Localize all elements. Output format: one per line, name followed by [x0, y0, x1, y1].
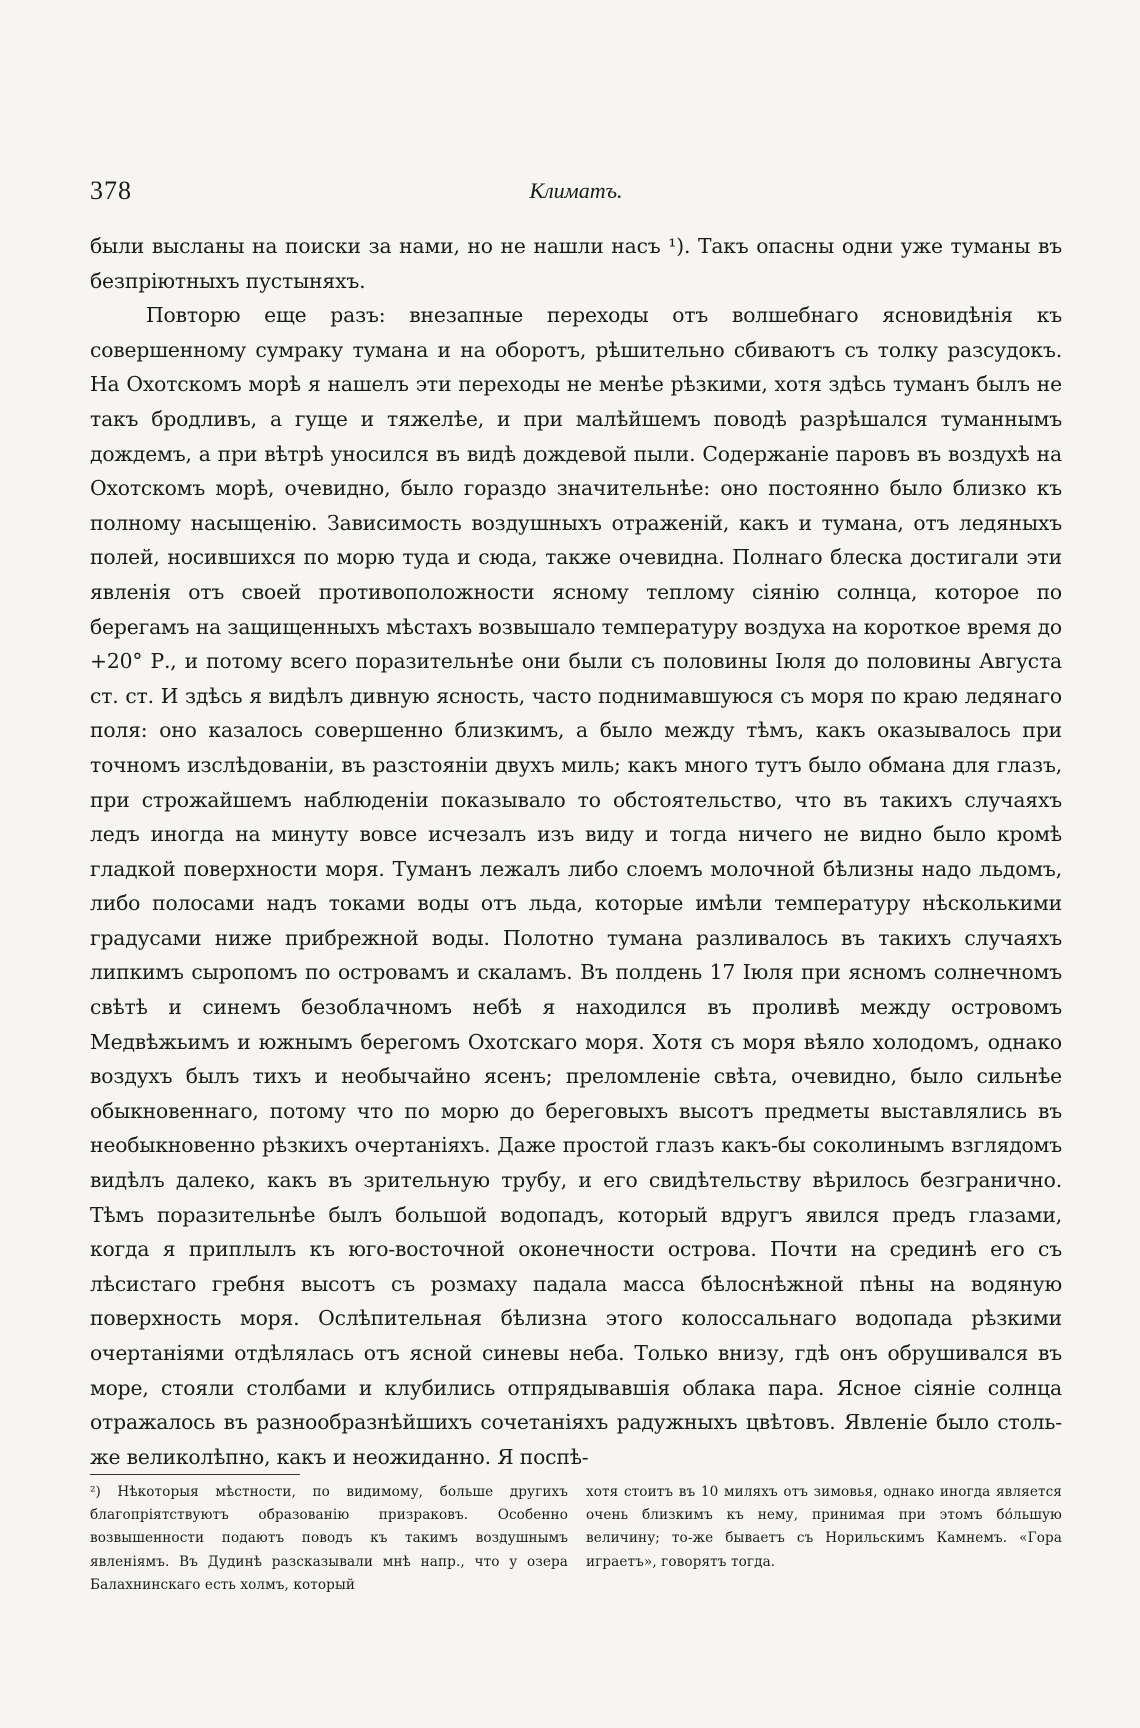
footnotes — [90, 1481, 1062, 1601]
main-text — [90, 229, 1062, 1474]
footnote-right-column: хотя стоитъ въ 10 миляхъ отъ зимовья, однако иногда является очень близкимъ къ нему, принимая при этомъ бо́льшую величину; то-же бываетъ съ Норильскимъ Камнемъ. «Гора играетъ», говорятъ тогда. — [586, 1484, 1062, 1570]
paragraph-continuation: были высланы на поиски за нами, но не нашли насъ ¹). Такъ опасны одни уже туманы въ безпріютныхъ пустыняхъ. — [90, 234, 1062, 293]
page-header — [90, 176, 1062, 206]
footnote-divider — [90, 1474, 300, 1475]
footnote-left-column: ²) Нѣкоторыя мѣстности, по видимому, больше другихъ благопріятствуютъ образованію призраковъ. Особенно возвышенности подаютъ поводъ къ такимъ воздушнымъ явленіямъ. Въ Дудинѣ разсказывали мнѣ напр., что у озера Балахнинскаго есть холмъ, который — [90, 1484, 568, 1593]
paragraph: Повторю еще разъ: внезапные переходы отъ волшебнаго ясновидѣнія къ совершенному сумраку тумана и на оборотъ, рѣшительно сбиваютъ съ толку разсудокъ. На Охотскомъ морѣ я нашелъ эти переходы не менѣе рѣзкими, хотя здѣсь туманъ былъ не такъ бродливъ, а гуще и тяжелѣе, и при малѣйшемъ поводѣ разрѣшался туманнымъ дождемъ, а при вѣтрѣ уносился въ видѣ дождевой пыли. Содержаніе паровъ въ воздухѣ на Охотскомъ морѣ, очевидно, было гораздо значительнѣе: оно постоянно было близко къ полному насыщенію. Зависимость воздушныхъ отраженій, какъ и тумана, отъ ледяныхъ полей, носившихся по морю туда и сюда, также очевидна. Полнаго блеска достигали эти явленія отъ своей противоположности ясному теплому сіянію солнца, которое по берегамъ на защищенныхъ мѣстахъ возвышало температуру воздуха на короткое время до +20° Р., и потому всего поразительнѣе они были съ половины Іюля до половины Августа ст. ст. И здѣсь я видѣлъ дивную ясность, часто поднимавшуюся съ моря по краю ледянаго поля: оно казалось совершенно близкимъ, а было между тѣмъ, какъ оказывалось при точномъ изслѣдованіи, въ разстояніи двухъ миль; какъ много тутъ было обмана для глазъ, при строжайшемъ наблюденіи показывало то обстоятельство, что въ такихъ случаяхъ ледъ иногда на минуту вовсе исчезалъ изъ виду и тогда ничего не видно было кромѣ гладкой поверхности моря. Туманъ лежалъ либо слоемъ молочной бѣлизны надо льдомъ, либо полосами надъ токами воды отъ льда, которые имѣли температуру нѣсколькими градусами ниже прибрежной воды. Полотно тумана разливалось въ такихъ случаяхъ липкимъ сыропомъ по островамъ и скаламъ. Въ полдень 17 Іюля при ясномъ солнечномъ свѣтѣ и синемъ безоблачномъ небѣ я находился въ проливѣ между островомъ Медвѣжьимъ и южнымъ берегомъ Охотскаго моря. Хотя съ моря вѣяло холодомъ, однако воздухъ былъ тихъ и необычайно ясенъ; преломленіе свѣта, очевидно, было сильнѣе обыкновеннаго, потому что по морю до береговыхъ высотъ предметы выставлялись въ необыкновенно рѣзкихъ очертаніяхъ. Даже простой глазъ какъ-бы соколинымъ взглядомъ видѣлъ далеко, какъ въ зрительную трубу, и его свидѣтельству вѣрилось безгранично. Тѣмъ поразительнѣе былъ большой водопадъ, который вдругъ явился предъ глазами, когда я приплылъ къ юго-восточной оконечности острова. Почти на срединѣ его съ лѣсистаго гребня высотъ съ розмаху падала масса бѣлоснѣжной пѣны на водяную поверхность моря. Ослѣпительная бѣлизна этого колоссальнаго водопада рѣзкими очертаніями отдѣлялась отъ ясной синевы неба. Только внизу, гдѣ онъ обрушивался въ море, стояли столбами и клубились отпрядывавшія облака пара. Ясное сіяніе солнца отражалось въ разнообразнѣйшихъ сочетаніяхъ радужныхъ цвѣтовъ. Явленіе было столь-же великолѣпно, какъ и неожиданно. Я поспѣ- — [90, 303, 1062, 1469]
running-title: Климатъ. — [529, 178, 623, 203]
page-number: 378 — [90, 176, 132, 205]
